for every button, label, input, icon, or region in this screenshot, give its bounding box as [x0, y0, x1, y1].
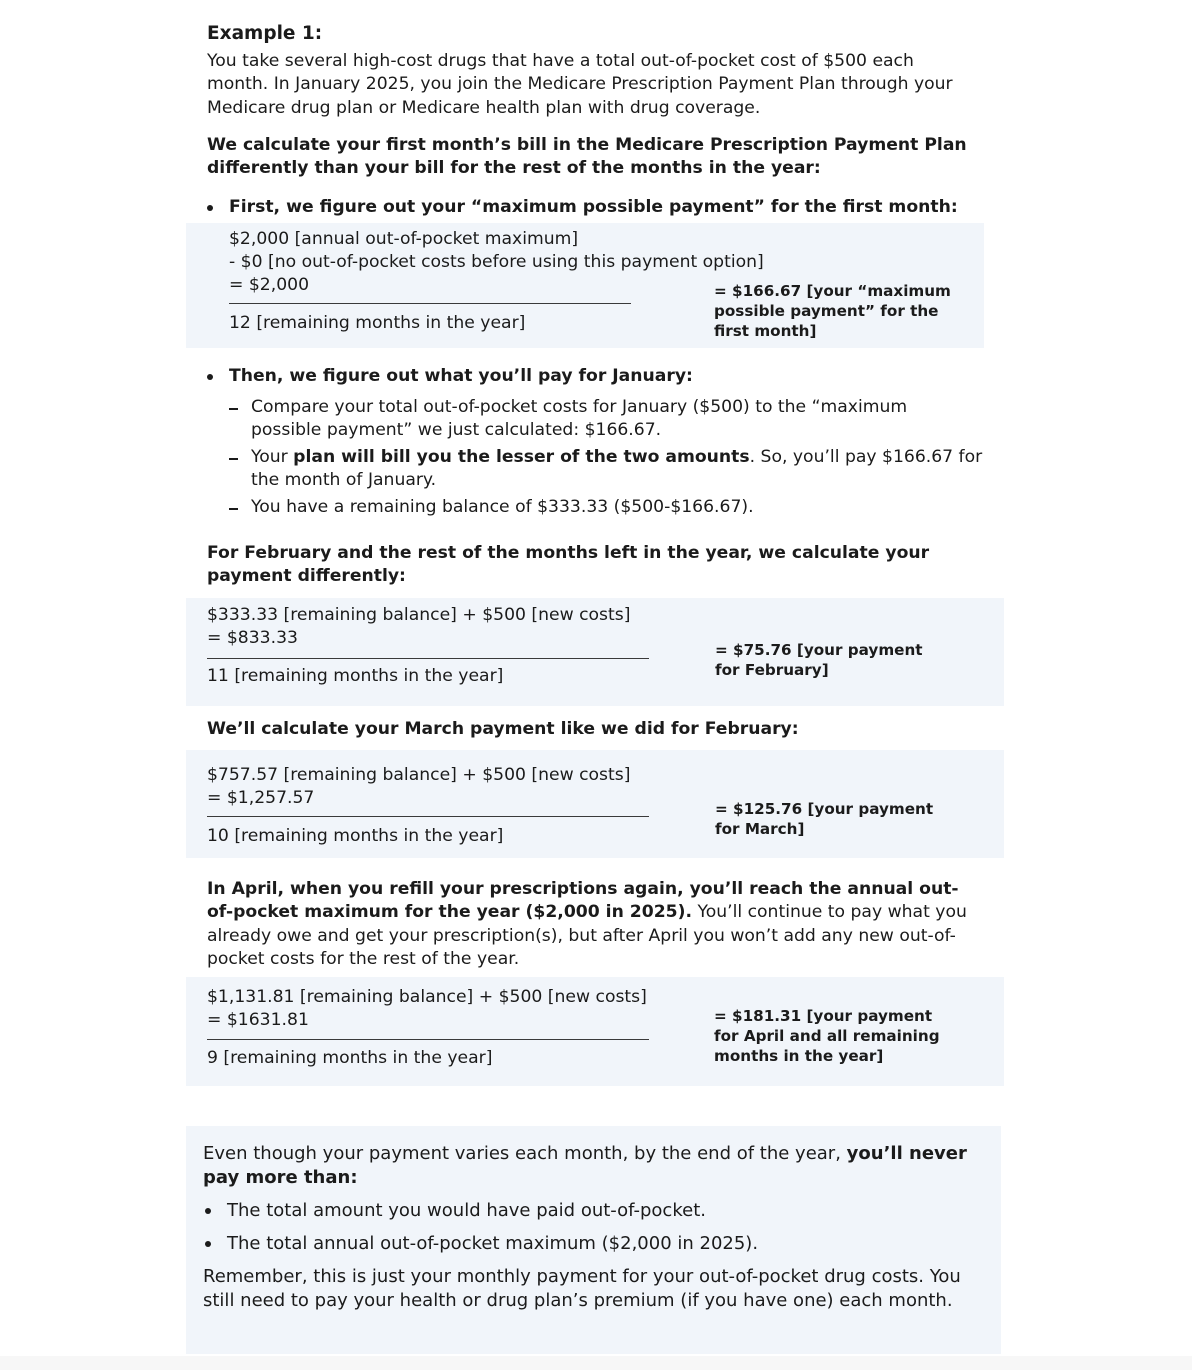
step1-line2: - $0 [no out-of-pocket costs before using this payment option] — [229, 252, 764, 272]
fraction-line — [207, 1039, 649, 1040]
april-denominator: 9 [remaining months in the year] — [207, 1048, 493, 1068]
march-result: = $125.76 [your payment for March] — [715, 800, 934, 838]
march-line1: $757.57 [remaining balance] + $500 [new costs] — [207, 765, 631, 785]
step2-item-lesser: Your plan will bill you the lesser of the two amounts. So, you’ll pay $166.67 for the month of January. — [251, 447, 983, 491]
dash-marker — [229, 408, 238, 410]
february-denominator: 11 [remaining months in the year] — [207, 666, 504, 686]
example-heading: Example 1: — [207, 23, 323, 44]
march-denominator: 10 [remaining months in the year] — [207, 826, 504, 846]
bullet-dot — [205, 1208, 211, 1214]
intro-paragraph: You take several high-cost drugs that have a total out-of-pocket cost of $500 each month. In January 2025, you join the Medicare Prescription Payment Plan through your Medicare drug plan or Medicare health plan with drug coverage. — [207, 51, 953, 118]
step2-item-compare: Compare your total out-of-pocket costs for January ($500) to the “maximum possible payment” we just calculated: $166.67. — [251, 397, 908, 441]
dash-marker — [229, 508, 238, 510]
step1-denominator: 12 [remaining months in the year] — [229, 313, 526, 333]
bullet-dot — [207, 205, 213, 211]
bullet-dot — [205, 1241, 211, 1247]
page-bottom-edge — [0, 1356, 1192, 1370]
fraction-line — [207, 658, 649, 659]
april-line1: $1,131.81 [remaining balance] + $500 [new costs] — [207, 987, 647, 1007]
summary-bullet-maximum: The total annual out-of-pocket maximum ($2,000 in 2025). — [227, 1233, 759, 1254]
step2-label: Then, we figure out what you’ll pay for January: — [229, 366, 693, 386]
step1-line3: = $2,000 — [229, 275, 310, 295]
bullet-dot — [207, 374, 213, 380]
summary-closing: Remember, this is just your monthly payment for your out-of-pocket drug costs. You still need to pay your health or drug plan’s premium (if you have one) each month. — [203, 1266, 961, 1311]
summary-bullet-total: The total amount you would have paid out-of-pocket. — [227, 1200, 706, 1221]
dash-marker — [229, 458, 238, 460]
fraction-line — [229, 303, 631, 304]
february-line1: $333.33 [remaining balance] + $500 [new costs] — [207, 605, 631, 625]
march-line2: = $1,257.57 — [207, 788, 315, 808]
february-result: = $75.76 [your payment for February] — [715, 641, 923, 679]
step1-result: = $166.67 [your “maximum possible payment” for the first month] — [714, 282, 951, 340]
step2-item-balance: You have a remaining balance of $333.33 ($500-$166.67). — [251, 497, 754, 517]
april-paragraph: In April, when you refill your prescriptions again, you’ll reach the annual out-of-pocket maximum for the year ($2,000 in 2025). You’ll continue to pay what you already owe and get your prescription(s), but after April you won’t add any new out-of-pocket costs for the rest of the year. — [207, 879, 967, 970]
step1-line1: $2,000 [annual out-of-pocket maximum] — [229, 229, 579, 249]
february-line2: = $833.33 — [207, 628, 298, 648]
summary-intro: Even though your payment varies each month, by the end of the year, you’ll never pay more than: — [203, 1143, 967, 1188]
february-heading: For February and the rest of the months left in the year, we calculate your payment differently: — [207, 543, 930, 587]
calculation-note: We calculate your first month’s bill in the Medicare Prescription Payment Plan differently than your bill for the rest of the months in the year: — [207, 135, 967, 179]
april-result: = $181.31 [your payment for April and all remaining months in the year] — [714, 1007, 940, 1065]
fraction-line — [207, 816, 649, 817]
march-heading: We’ll calculate your March payment like we did for February: — [207, 719, 799, 739]
step1-label: First, we figure out your “maximum possible payment” for the first month: — [229, 197, 958, 217]
april-line2: = $1631.81 — [207, 1010, 309, 1030]
